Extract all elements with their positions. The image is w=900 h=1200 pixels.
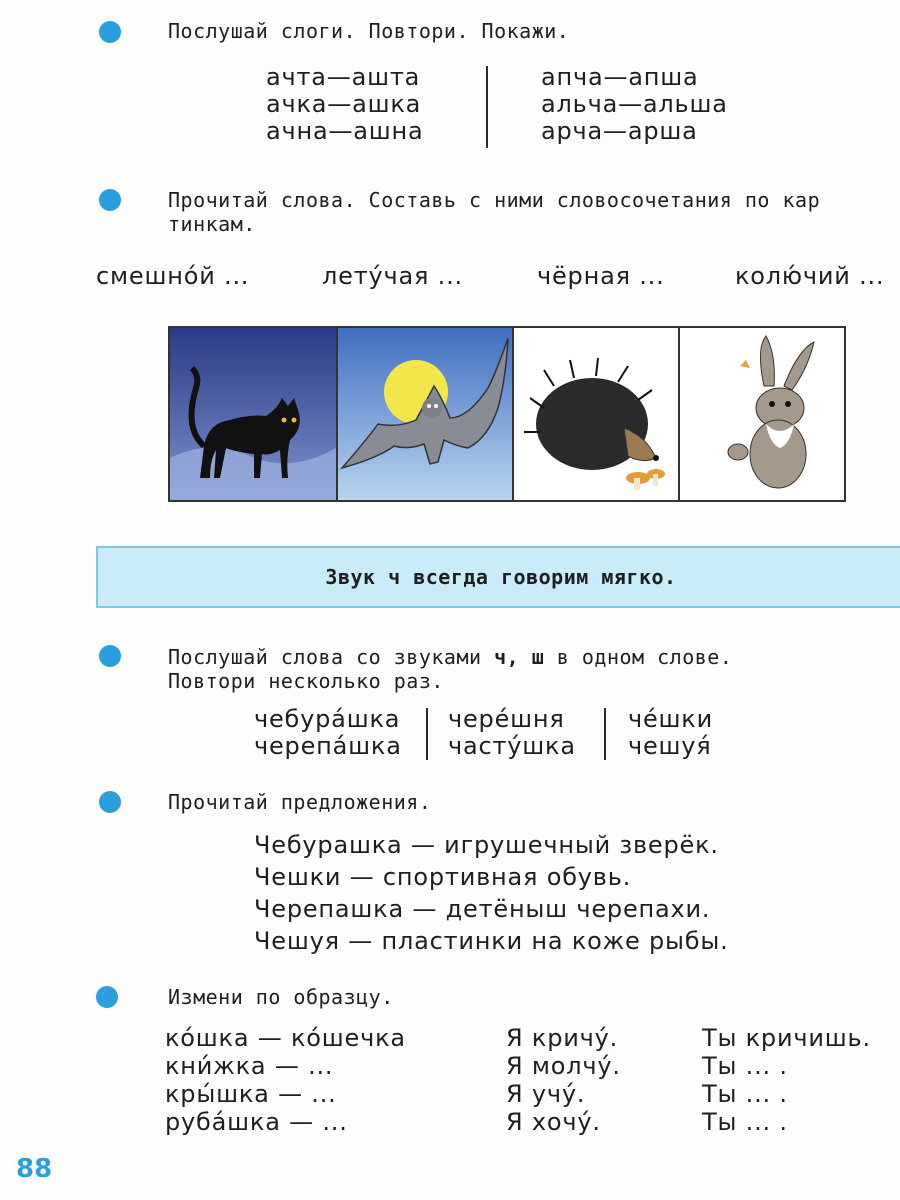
- exercise-item: Я кричу́.: [506, 1024, 619, 1052]
- exercise-col3: [702, 1024, 871, 1136]
- rule-box: [96, 546, 900, 608]
- section-bullet: [99, 791, 121, 813]
- syllable-pair: ачна—ашна: [266, 117, 424, 145]
- rule-text: [98, 565, 900, 589]
- adjective-word: колю́чий ...: [735, 262, 885, 290]
- word: черепа́шка: [254, 732, 402, 760]
- picture-hedgehog: [512, 328, 678, 500]
- syllable-pair: арча—арша: [541, 117, 698, 145]
- exercise-item: Ты кричишь.: [702, 1024, 871, 1052]
- section-bullet: [99, 645, 121, 667]
- sentences: [254, 829, 729, 957]
- rule-text-end: всегда говорим мягко.: [400, 565, 677, 589]
- picture-black-cat: [170, 328, 336, 500]
- instruction-text: Послушай слова со звуками: [168, 645, 495, 669]
- picture-hare: [678, 328, 844, 500]
- instruction-read-words-line2: тинкам.: [168, 212, 256, 236]
- exercise-col1: [165, 1024, 406, 1136]
- exercise-item: Ты ... .: [702, 1052, 788, 1080]
- divider: [426, 708, 428, 760]
- instruction-listen-words-line2: Повтори несколько раз.: [168, 669, 444, 693]
- exercise-col2: [506, 1024, 621, 1136]
- rule-text-start: Звук: [325, 565, 389, 589]
- adjective-word: чёрная ...: [537, 262, 665, 290]
- adjective-word: смешно́й ...: [96, 262, 250, 290]
- words-col1: [254, 706, 402, 760]
- adjective-word: лету́чая ...: [322, 262, 463, 290]
- exercise-item: Я молчу́.: [506, 1052, 621, 1080]
- exercise-item: руба́шка — ...: [165, 1108, 348, 1136]
- exercise-item: Я хочу́.: [506, 1108, 601, 1136]
- exercise-item: кни́жка — ...: [165, 1052, 334, 1080]
- words-col3: [628, 706, 713, 760]
- section-bullet: [99, 189, 121, 211]
- word: че́шки: [628, 705, 713, 733]
- instruction-listen-words-line1: [168, 645, 732, 669]
- page-number: 88: [16, 1154, 53, 1184]
- exercise-item: Я учу́.: [506, 1080, 586, 1108]
- sentence: Чешки — спортивная обувь.: [254, 863, 632, 891]
- rule-letter: ч: [388, 565, 401, 589]
- exercise-item: Ты ... .: [702, 1108, 788, 1136]
- syllable-pair: ачта—ашта: [266, 63, 421, 91]
- word: чере́шня: [448, 705, 565, 733]
- syllable-pair: альча—альша: [541, 90, 728, 118]
- divider: [604, 708, 606, 760]
- section-bullet: [99, 21, 121, 43]
- sentence: Чебурашка — игрушечный зверёк.: [254, 831, 719, 859]
- picture-bat: [336, 328, 512, 500]
- instruction-text: в одном слове.: [544, 645, 733, 669]
- instruction-listen-syllables: Послушай слоги. Повтори. Покажи.: [168, 19, 570, 43]
- word: чешуя́: [628, 732, 712, 760]
- syllable-pair: апча—апша: [541, 63, 699, 91]
- syllables-left: [266, 64, 424, 145]
- instruction-read-sentences: Прочитай предложения.: [168, 790, 432, 814]
- words-col2: [448, 706, 576, 760]
- exercise-item: ко́шка — ко́шечка: [165, 1024, 406, 1052]
- divider: [486, 66, 488, 148]
- picture-strip: [168, 326, 846, 502]
- word: часту́шка: [448, 732, 576, 760]
- instruction-change-example: Измени по образцу.: [168, 985, 394, 1009]
- instruction-letters: ч, ш: [494, 645, 545, 669]
- sentence: Чешуя — пластинки на коже рыбы.: [254, 927, 729, 955]
- sentence: Черепашка — детёныш черепахи.: [254, 895, 711, 923]
- syllable-pair: ачка—ашка: [266, 90, 422, 118]
- word: чебура́шка: [254, 705, 401, 733]
- instruction-read-words-line1: Прочитай слова. Составь с ними словосочетания по кар: [168, 188, 821, 212]
- section-bullet: [96, 986, 118, 1008]
- syllables-right: [541, 64, 728, 145]
- exercise-item: Ты ... .: [702, 1080, 788, 1108]
- exercise-item: кры́шка — ...: [165, 1080, 337, 1108]
